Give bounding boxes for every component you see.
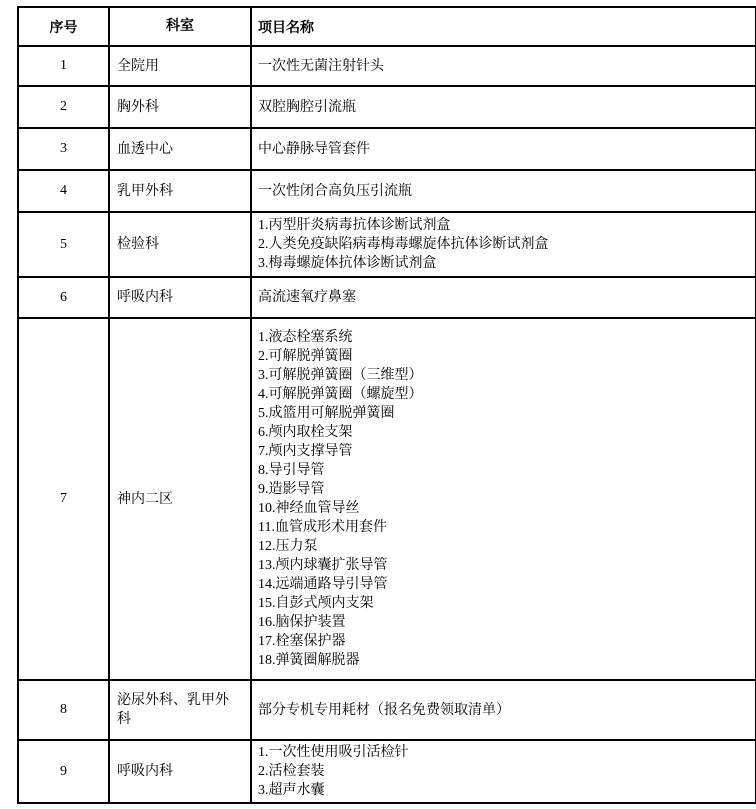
project-item: 11.血管成形术用套件 xyxy=(258,520,387,535)
project-item: 9.造影导管 xyxy=(258,482,325,497)
project-items-cell xyxy=(251,318,756,680)
department-cell: 呼吸内科 xyxy=(109,740,251,803)
project-item: 2.可解脱弹簧圈 xyxy=(258,349,353,364)
project-item: 双腔胸腔引流瓶 xyxy=(258,99,356,115)
department-cell: 神内二区 xyxy=(109,318,251,680)
project-item: 3.可解脱弹簧圈（三维型） xyxy=(258,368,423,383)
project-item: 15.自彭式颅内支架 xyxy=(258,596,374,611)
project-item: 2.活检套装 xyxy=(258,764,325,779)
supplies-table xyxy=(17,6,756,804)
project-item: 13.颅内球囊扩张导管 xyxy=(258,558,388,573)
table-row xyxy=(18,128,756,170)
project-item: 18.弹簧圈解脱器 xyxy=(258,653,360,668)
project-item: 3.超声水囊 xyxy=(258,783,325,798)
project-item: 3.梅毒螺旋体抗体诊断试剂盒 xyxy=(258,256,437,271)
project-item: 2.人类免疫缺陷病毒梅毒螺旋体抗体诊断试剂盒 xyxy=(258,237,549,252)
project-item: 8.导引导管 xyxy=(258,463,325,478)
project-item: 17.栓塞保护器 xyxy=(258,634,346,649)
project-item: 1.液态栓塞系统 xyxy=(258,330,353,345)
table-row xyxy=(18,277,756,318)
header-项目名称: 项目名称 xyxy=(251,7,756,46)
project-items-cell xyxy=(251,277,756,318)
table-row xyxy=(18,740,756,803)
project-item: 7.颅内支撑导管 xyxy=(258,444,353,459)
project-item: 部分专机专用耗材（报名免费领取清单） xyxy=(258,702,510,718)
department-cell: 血透中心 xyxy=(109,128,251,170)
row-number: 3 xyxy=(18,128,109,170)
department-cell: 检验科 xyxy=(109,212,251,277)
department-cell: 呼吸内科 xyxy=(109,277,251,318)
project-items-cell xyxy=(251,740,756,803)
project-items-cell xyxy=(251,170,756,212)
row-number: 8 xyxy=(18,680,109,740)
table-header xyxy=(18,7,756,46)
row-number: 7 xyxy=(18,318,109,680)
table-row xyxy=(18,86,756,128)
project-item: 12.压力泵 xyxy=(258,539,318,554)
project-items-cell xyxy=(251,86,756,128)
header-科室: 科室 xyxy=(109,7,251,46)
row-number: 1 xyxy=(18,46,109,86)
project-item: 一次性无菌注射针头 xyxy=(258,58,384,74)
row-number: 5 xyxy=(18,212,109,277)
project-items-cell xyxy=(251,46,756,86)
table-body xyxy=(18,46,756,803)
row-number: 2 xyxy=(18,86,109,128)
project-item: 4.可解脱弹簧圈（螺旋型） xyxy=(258,387,423,402)
header-序号: 序号 xyxy=(18,7,109,46)
project-item: 中心静脉导管套件 xyxy=(258,141,370,157)
project-item: 6.颅内取栓支架 xyxy=(258,425,353,440)
department-cell: 泌尿外科、乳甲外科 xyxy=(109,680,251,740)
project-item: 5.成篮用可解脱弹簧圈 xyxy=(258,406,395,421)
document-page xyxy=(17,6,756,804)
table-row xyxy=(18,170,756,212)
department-cell: 胸外科 xyxy=(109,86,251,128)
project-item: 1.一次性使用吸引活检针 xyxy=(258,745,409,760)
project-item: 一次性闭合高负压引流瓶 xyxy=(258,183,412,199)
row-number: 4 xyxy=(18,170,109,212)
project-items-cell xyxy=(251,128,756,170)
project-item: 高流速氧疗鼻塞 xyxy=(258,290,356,305)
project-item: 14.远端通路导引导管 xyxy=(258,577,388,592)
table-row xyxy=(18,680,756,740)
project-items-cell xyxy=(251,212,756,277)
project-item: 16.脑保护装置 xyxy=(258,615,346,630)
row-number: 9 xyxy=(18,740,109,803)
project-item: 1.丙型肝炎病毒抗体诊断试剂盒 xyxy=(258,218,451,233)
table-row xyxy=(18,318,756,680)
department-cell: 全院用 xyxy=(109,46,251,86)
table-row xyxy=(18,212,756,277)
header-row xyxy=(18,7,756,46)
project-items-cell xyxy=(251,680,756,740)
table-row xyxy=(18,46,756,86)
row-number: 6 xyxy=(18,277,109,318)
project-item: 10.神经血管导丝 xyxy=(258,501,360,516)
department-cell: 乳甲外科 xyxy=(109,170,251,212)
